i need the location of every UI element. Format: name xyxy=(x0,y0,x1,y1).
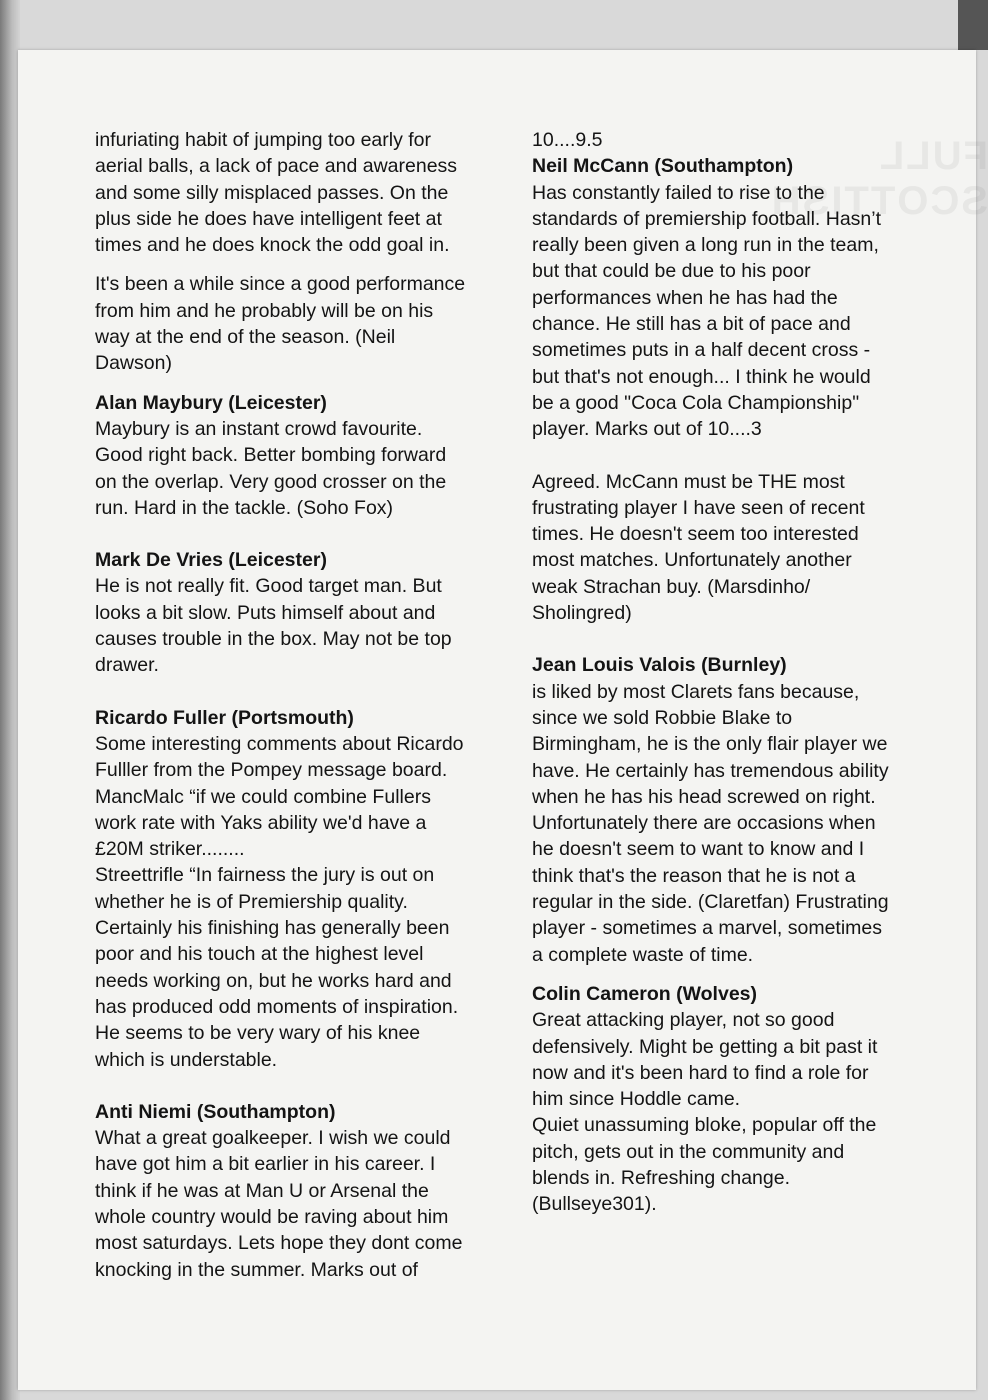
paragraph-dawson: It's been a while since a good performance from him and he probably will be on his way at the end of the season. (Neil Dawson) xyxy=(95,273,466,375)
scan-corner xyxy=(958,0,988,50)
body-maybury: Maybury is an instant crowd favourite. Good right back. Better bombing forward on the overlap. Very good crosser on the run. Hard in the tackle. (Soho Fox) xyxy=(95,417,447,519)
paragraph-score-continued: 10....9.5 xyxy=(532,129,603,151)
body-niemi: What a great goalkeeper. I wish we could have got him a bit earlier in his career. I think if he was at Man U or Arsenal the whole country would be raving about him most saturdays. Lets hope they dont come knocking in the summer. Marks out of xyxy=(95,1127,463,1281)
right-column xyxy=(532,127,942,1218)
paragraph-continued: infuriating habit of jumping too early for aerial balls, a lack of pace and awareness and some silly misplaced passes. On the plus side he does have intelligent feet at times and he does knock the odd goal in. xyxy=(95,129,458,257)
heading-cameron: Colin Cameron (Wolves) xyxy=(532,982,758,1005)
body-valois: is liked by most Clarets fans because, since we sold Robbie Blake to Birmingham, he is the only flair player we have. He certainly has tremendous ability when he has his head screwed on right. Unfortunately there are occasions when he doesn't seem to want to know and I think that's the reason that he is not a regular in the side. (Claretfan) Frustrating player - sometimes a marvel, sometimes a complete waste of time. xyxy=(532,680,889,966)
body-fuller: Some interesting comments about Ricardo Fulller from the Pompey message board. MancMalc “if we could combine Fullers work rate with Yaks ability we'd have a £20M striker........ Streettrifle “In fairness the jury is out on whether he is of Premiership quality. Certainly his finishing has generally been poor and his touch at the highest level needs working on, but he works hard and has produced odd moments of inspiration. He seems to be very wary of his knee which is understable. xyxy=(95,732,464,1071)
heading-mccann: Neil McCann (Southampton) xyxy=(532,155,794,178)
heading-niemi: Anti Niemi (Southampton) xyxy=(95,1100,336,1123)
heading-maybury: Alan Maybury (Leicester) xyxy=(95,391,327,414)
page-binding-edge xyxy=(0,0,20,1400)
body-de-vries: He is not really fit. Good target man. But looks a bit slow. Puts himself about and causes trouble in the box. May not be top drawer. xyxy=(95,575,452,677)
heading-valois: Jean Louis Valois (Burnley) xyxy=(532,654,787,677)
heading-de-vries: Mark De Vries (Leicester) xyxy=(95,549,327,572)
reply-mccann: Agreed. McCann must be THE most frustrating player I have seen of recent times. He doesn't seem too interested most matches. Unfortunately another weak Strachan buy. (Marsdinho/ Sholingred) xyxy=(532,470,865,625)
heading-fuller: Ricardo Fuller (Portsmouth) xyxy=(95,706,354,729)
body-cameron: Great attacking player, not so good defensively. Might be getting a bit past it now and it's been hard to find a role for him since Hoddle came. Quiet unassuming bloke, popular off the pitch, gets out in the community and blends in. Refreshing change. (Bullseye301). xyxy=(532,1009,878,1216)
left-column xyxy=(95,127,525,1283)
body-mccann: Has constantly failed to rise to the standards of premiership football. Hasn’t really been given a long run in the team, but that could be due to his poor performances when he has had the chance. He still has a bit of pace and sometimes puts in a half decent cross - but that's not enough... I think he would be a good "Coca Cola Championship" player. Marks out of 10....3 xyxy=(532,181,882,441)
show-through-text: FULL SCOTTISH xyxy=(769,134,988,223)
